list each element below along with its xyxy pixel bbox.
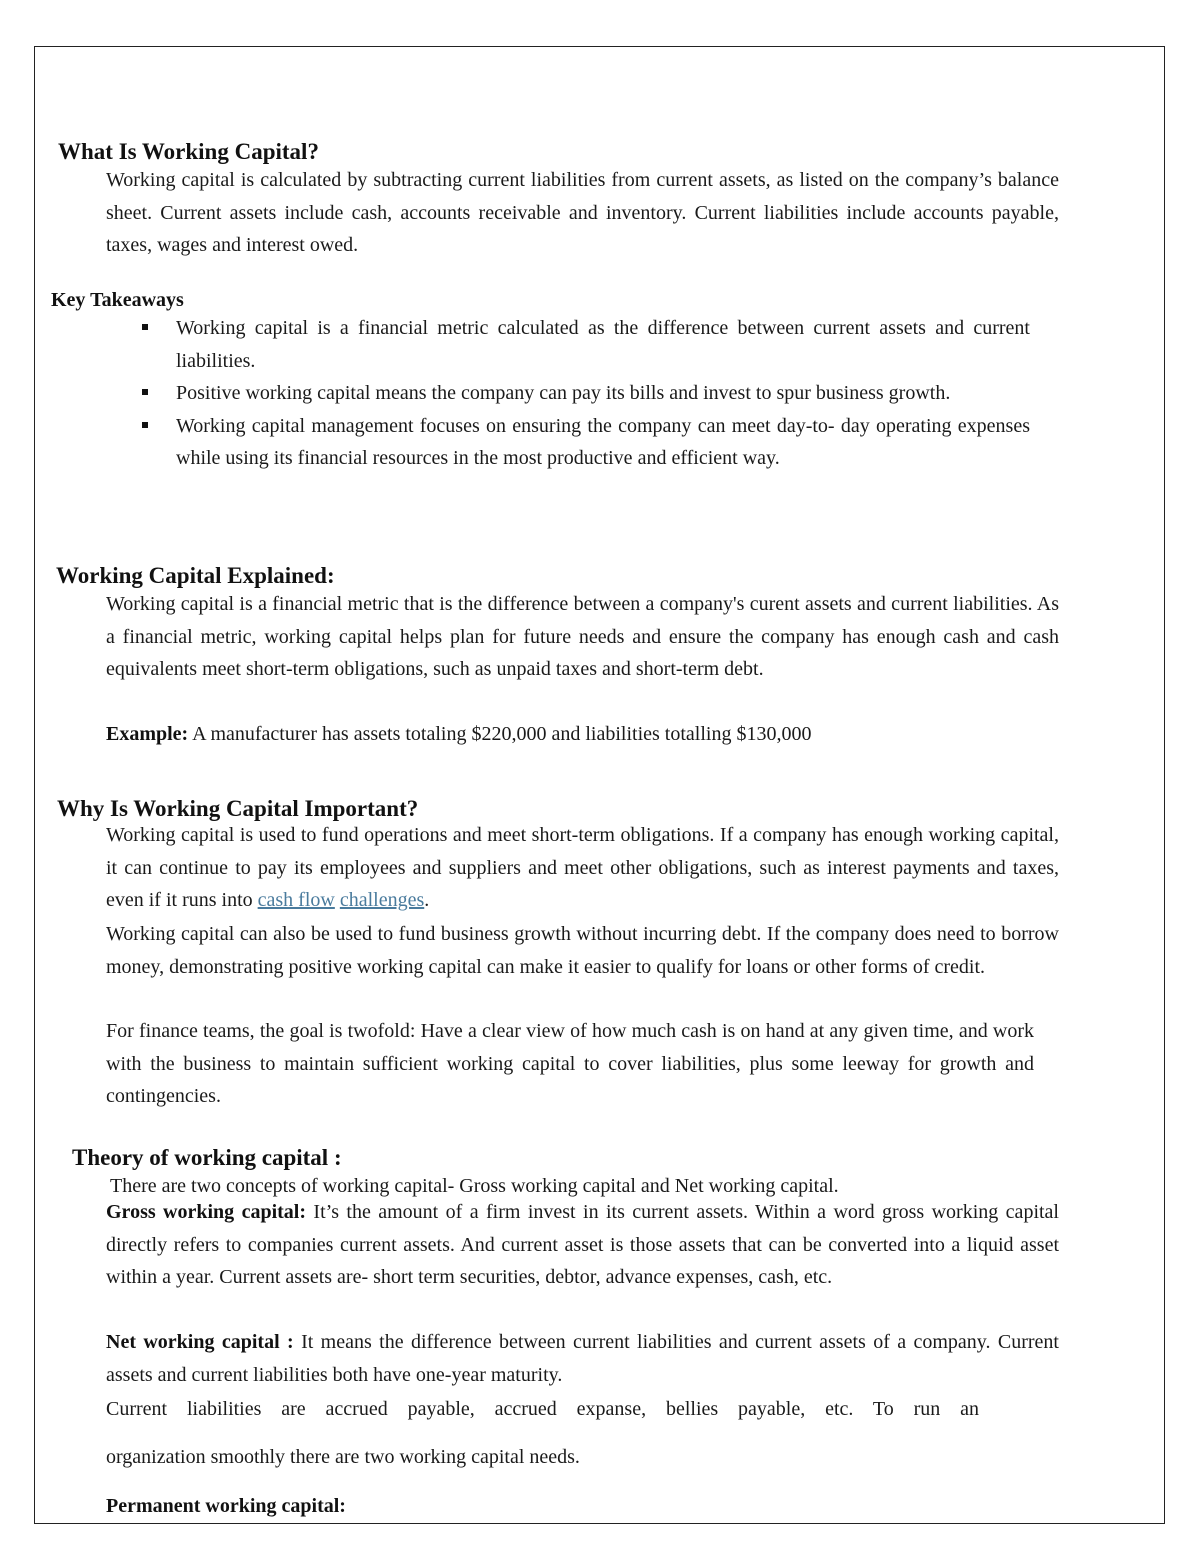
gross-working-capital-text: It’s the amount of a firm invest in its current assets. Within a word gross working capital directly refers to companies current assets. And current asset is those assets that can be converted into a liquid asset within a year. Current assets are- short term securities, debtor, advance expenses, cash, etc. [106, 1201, 1059, 1288]
list-item [140, 312, 1030, 377]
takeaway-text: Working capital management focuses on ensuring the company can meet day-to- day operating expenses while using its financial resources in the most productive and efficient way. [176, 414, 1030, 469]
net-working-capital-text: It means the difference between current liabilities and current assets of a company. Current assets and current liabilities both have one-year maturity. [106, 1331, 1059, 1386]
theory-intro: There are two concepts of working capital- Gross working capital and Net working capital. [110, 1175, 839, 1197]
organization-line: organization smoothly there are two working capital needs. [106, 1446, 580, 1468]
current-liabilities-line: Current liabilities are accrued payable, accrued expanse, bellies payable, etc. To run an [106, 1398, 979, 1420]
gross-working-capital-label: Gross working capital: [106, 1201, 307, 1223]
heading-why-important: Why Is Working Capital Important? [57, 796, 419, 821]
permanent-working-capital-label: Permanent working capital: [106, 1495, 346, 1517]
paragraph-text: Working capital is used to fund operations and meet short-term obligations. If a company has enough working capital, it can continue to pay its employees and suppliers and meet other obligations, such as interest payments and taxes, even if it runs into [106, 824, 1059, 911]
list-item [140, 410, 1030, 475]
page-border [34, 46, 1165, 1524]
paragraph-working-capital-explained: Working capital is a financial metric that is the difference between a company's curent assets and current liabilities. As a financial metric, working capital helps plan for future needs and ensure the company has enough cash and cash equivalents meet short-term obligations, such as unpaid taxes and short-term debt. [106, 593, 1059, 680]
list-item [140, 377, 1030, 410]
takeaways-list [140, 312, 1030, 475]
net-working-capital-label: Net working capital : [106, 1331, 294, 1353]
example-line [106, 721, 811, 747]
takeaway-text: Positive working capital means the company can pay its bills and invest to spur business growth. [176, 382, 951, 404]
paragraph-net-working-capital [106, 1326, 1059, 1391]
paragraph-why-important-2: Working capital can also be used to fund business growth without incurring debt. If the company does need to borrow money, demonstrating positive working capital can make it easier to qualify for loans or other forms of credit. [106, 923, 1059, 978]
cash-flow-link[interactable]: cash flow [257, 889, 335, 911]
paragraph-why-important-1 [106, 819, 1059, 917]
takeaway-text: Working capital is a financial metric calculated as the difference between current assets and current liabilities. [176, 317, 1030, 372]
paragraph-end: . [424, 889, 430, 911]
example-text: A manufacturer has assets totaling $220,000 and liabilities totalling $130,000 [188, 723, 812, 745]
square-bullet-icon [142, 422, 148, 428]
paragraph-why-important-3: For finance teams, the goal is twofold: Have a clear view of how much cash is on hand at any given time, and work with the business to maintain sufficient working capital to cover liabilities, plus some leeway for growth and contingencies. [106, 1020, 1034, 1107]
square-bullet-icon [142, 389, 148, 395]
challenges-link[interactable]: challenges [339, 889, 425, 911]
heading-theory-of-working-capital: Theory of working capital : [72, 1145, 342, 1170]
paragraph-gross-working-capital [106, 1196, 1059, 1294]
heading-what-is-working-capital: What Is Working Capital? [58, 139, 319, 164]
example-label: Example: [106, 723, 189, 745]
paragraph-what-is-working-capital: Working capital is calculated by subtracting current liabilities from current assets, as listed on the company’s balance sheet. Current assets include cash, accounts receivable and inventory. Current liabilities include accounts payable, taxes, wages and interest owed. [106, 169, 1059, 256]
heading-working-capital-explained: Working Capital Explained: [56, 563, 335, 588]
square-bullet-icon [142, 324, 148, 330]
heading-key-takeaways: Key Takeaways [51, 289, 184, 311]
